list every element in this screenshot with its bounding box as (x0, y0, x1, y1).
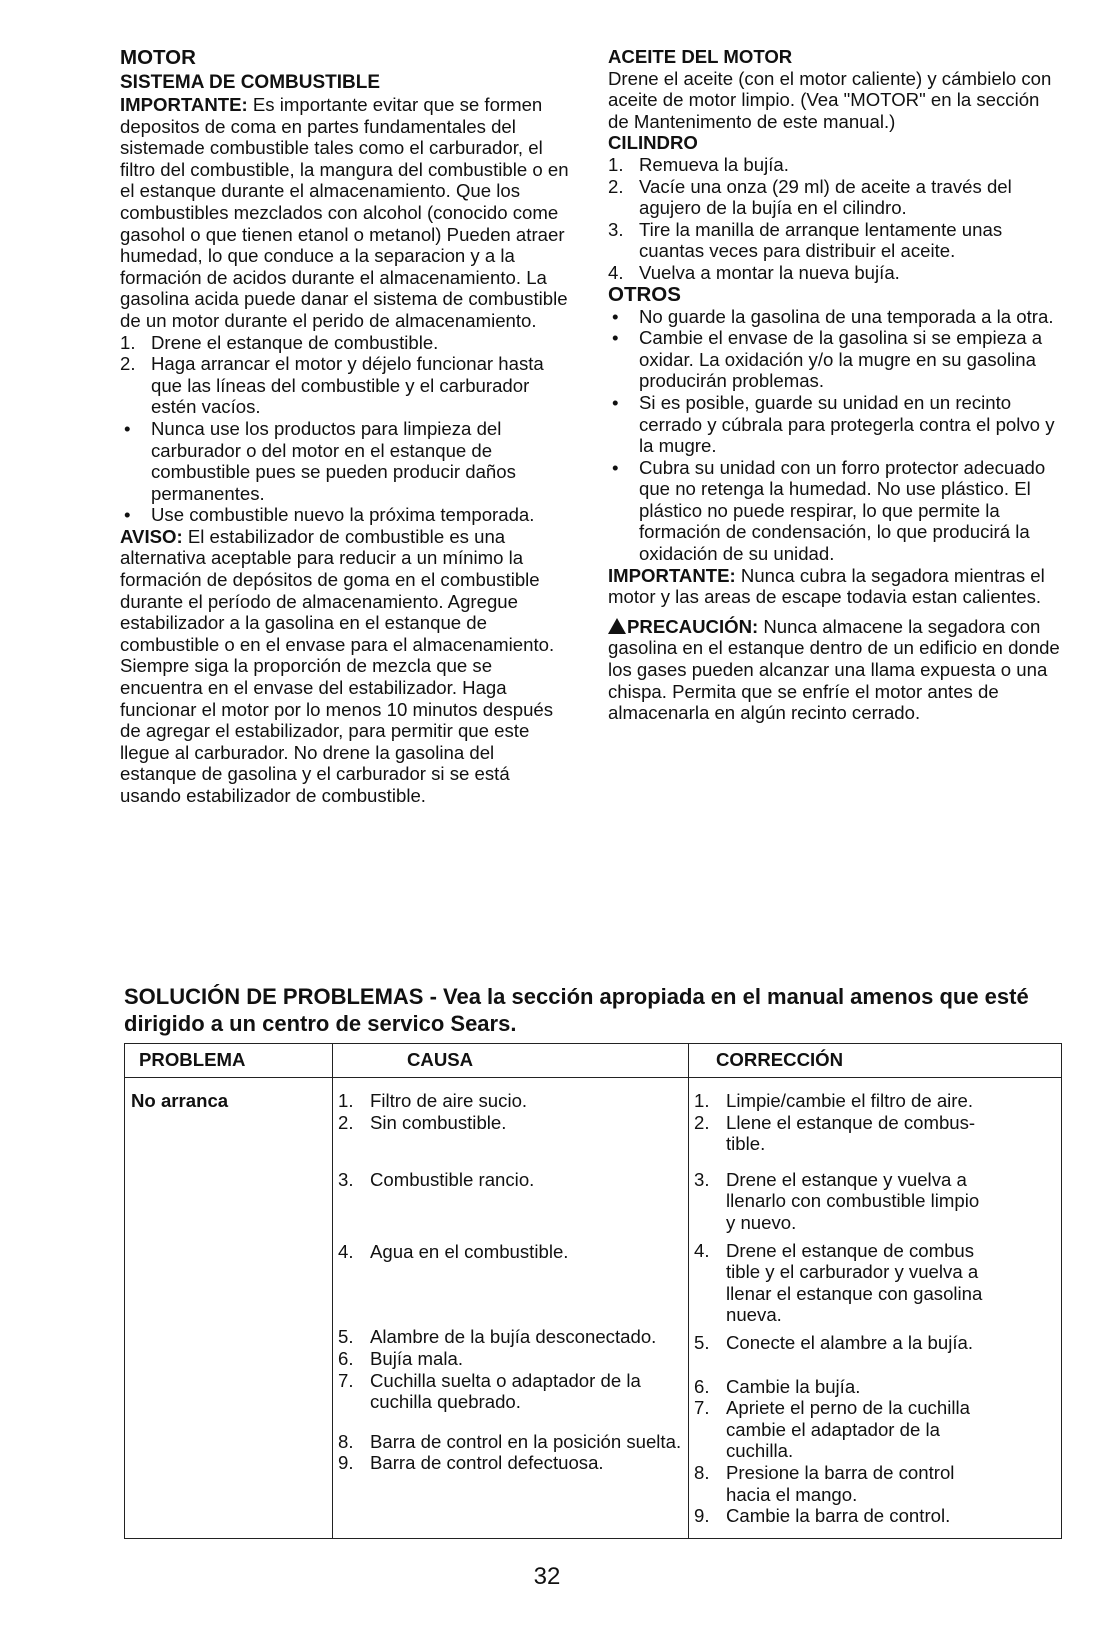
list-item: 3. Combustible rancio. (338, 1169, 535, 1191)
problem-cell: No arranca (131, 1090, 229, 1111)
motor-heading: MOTOR (120, 46, 196, 69)
fuel-bullets-list (120, 418, 575, 526)
list-item: 8. Presione la barra de control hacia el mango. (694, 1461, 955, 1505)
causes-list (333, 1090, 683, 1474)
caution-text: Nunca almacene la segadora con gasolina en el estanque dentro de un edificio en donde los gases pueden alcanzar una llama expuesta o una chispa. Permita que se enfríe el motor antes de almacenarla en algún recinto cerrado. (608, 615, 1060, 724)
important-text: Nunca cubra la segadora mientras el motor y las areas de escape todavia estan calientes. (608, 564, 1045, 608)
cover-important-paragraph (608, 565, 1063, 608)
aviso-paragraph (120, 526, 575, 807)
list-item: 3. Tire la manilla de arranque lentamente unas cuantas veces para distribuir el aceite. (608, 218, 1003, 262)
list-item: • No guarde la gasolina de una temporada a la otra. (608, 306, 1063, 328)
list-item: 5. Conecte el alambre a la bujía. (694, 1331, 974, 1353)
list-item: 4. Vuelva a montar la nueva bujía. (608, 261, 900, 283)
list-item: • Use combustible nuevo la próxima temporada. (120, 504, 575, 526)
header-divider (125, 1077, 1061, 1078)
otros-bullets-list (608, 306, 1063, 565)
caution-label: PRECAUCIÓN: (627, 615, 759, 637)
warning-triangle-icon (608, 618, 626, 634)
important-label: IMPORTANTE: (608, 564, 736, 586)
aviso-text: El estabilizador de combustible es una alternativa aceptable para reducir a un mínimo la formación de depósitos de goma en el combustible durante el período de almacenamiento. Agregue estabilizador a la gasolina en el estanque de combustible o en el envase para el almacenamiento. Siempre siga la proporción de mezcla que se encuentra en el envase del estabilizador. Haga funcionar el motor por lo menos 10 minutos después de agregar el estabilizador, para permitir que este llegue al carburador. No drene la gasolina del estanque de gasolina y el carburador si se está usando estabilizador de combustible. (120, 525, 555, 806)
important-label: IMPORTANTE: (120, 94, 248, 115)
list-item: 5. Alambre de la bujía desconectado. (338, 1326, 657, 1348)
list-item: 7. Cuchilla suelta o adaptador de la cuchilla quebrado. (338, 1369, 641, 1413)
list-item: 1. Limpie/cambie el filtro de aire. (694, 1090, 973, 1111)
fuel-system-heading: SISTEMA DE COMBUSTIBLE (120, 72, 381, 93)
list-item: 9. Barra de control defectuosa. (338, 1452, 604, 1474)
list-item: • Cubra su unidad con un forro protector adecuado que no retenga la humedad. No use plástico. El plástico no puede respirar, lo que permite la formación de condensación, lo que producirá la oxidación de su unidad. (608, 457, 1063, 565)
list-item: • Nunca use los productos para limpieza del carburador o del motor en el estanque de combustible pues se pueden producir daños permanentes. (120, 418, 575, 504)
corrections-list (689, 1090, 989, 1527)
fuel-steps-list (120, 332, 575, 418)
header-cause: CAUSA (407, 1049, 474, 1070)
page-number: 32 (533, 1563, 561, 1590)
list-item: 9. Cambie la barra de control. (694, 1505, 951, 1527)
list-item: 1. Filtro de aire sucio. (338, 1090, 528, 1111)
engine-oil-heading: ACEITE DEL MOTOR (608, 46, 793, 67)
list-item: • Cambie el envase de la gasolina si se empieza a oxidar. La oxidación y/o la mugre en su gasolina producirán problemas. (608, 327, 1063, 392)
right-column (608, 46, 1063, 724)
engine-oil-text: Drene el aceite (con el motor caliente) y cámbielo con aceite de motor limpio. (Vea "MOTOR" en la sección de Mantenimento de este manual.) (608, 67, 1052, 132)
list-item: 2. Vacíe una onza (29 ml) de aceite a través del agujero de la bujía en el cilindro. (608, 175, 1012, 219)
list-item: 4. Drene el estanque de combus tible y el carburador y vuelva a llenar el estanque con gasolina nueva. (694, 1239, 983, 1326)
fuel-important-paragraph (120, 94, 575, 332)
list-item: 8. Barra de control en la posición suelta. (338, 1430, 682, 1452)
troubleshooting-title: SOLUCIÓN DE PROBLEMAS - Vea la sección apropiada en el manual amenos que esté dirigido a un centro de servico Sears. (124, 984, 1029, 1036)
list-item: • Si es posible, guarde su unidad en un recinto cerrado y cúbrala para protegerla contra el polvo y la mugre. (608, 392, 1063, 457)
list-item: 7. Apriete el perno de la cuchilla cambie el adaptador de la cuchilla. (694, 1397, 970, 1462)
header-problem: PROBLEMA (139, 1049, 246, 1070)
list-item: 6. Bujía mala. (338, 1347, 464, 1369)
list-item: 2. Haga arrancar el motor y déjelo funcionar hasta que las líneas del combustible y el carburador estén vacíos. (120, 353, 544, 418)
troubleshooting-table (124, 1043, 1062, 1539)
caution-paragraph (608, 616, 1063, 724)
list-item: 2. Llene el estanque de combus-tible. (694, 1111, 976, 1155)
list-item: 2. Sin combustible. (338, 1111, 507, 1133)
list-item: 1. Remueva la bujía. (608, 153, 789, 175)
cylinder-heading: CILINDRO (608, 132, 698, 154)
important-text: Es importante evitar que se formen depositos de coma en partes fundamentales del sistemade combustible tales como el carburador, el filtro del combustible, la mangura del combustible o en el estanque durante el almacenamiento. Que los combustibles mezclados con alcohol (conocido come gasohol o que tienen etanol o metanol) Pueden atraer humedad, lo que conduce a la separacion y a la formación de acidos durante el almacenamiento. La gasolina acida puede danar el sistema de combustible de un motor durante el perido de almacenamiento. (120, 94, 569, 331)
list-item: 3. Drene el estanque y vuelva a llenarlo con combustible limpio y nuevo. (694, 1168, 980, 1233)
left-column (120, 46, 575, 807)
cylinder-steps-list (608, 154, 1063, 284)
list-item: 6. Cambie la bujía. (694, 1375, 861, 1397)
aviso-label: AVISO: (120, 525, 183, 547)
list-item: 4. Agua en el combustible. (338, 1240, 569, 1262)
otros-heading: OTROS (608, 282, 681, 306)
header-correction: CORRECCIÓN (716, 1049, 844, 1070)
list-item: 1. Drene el estanque de combustible. (120, 331, 439, 353)
